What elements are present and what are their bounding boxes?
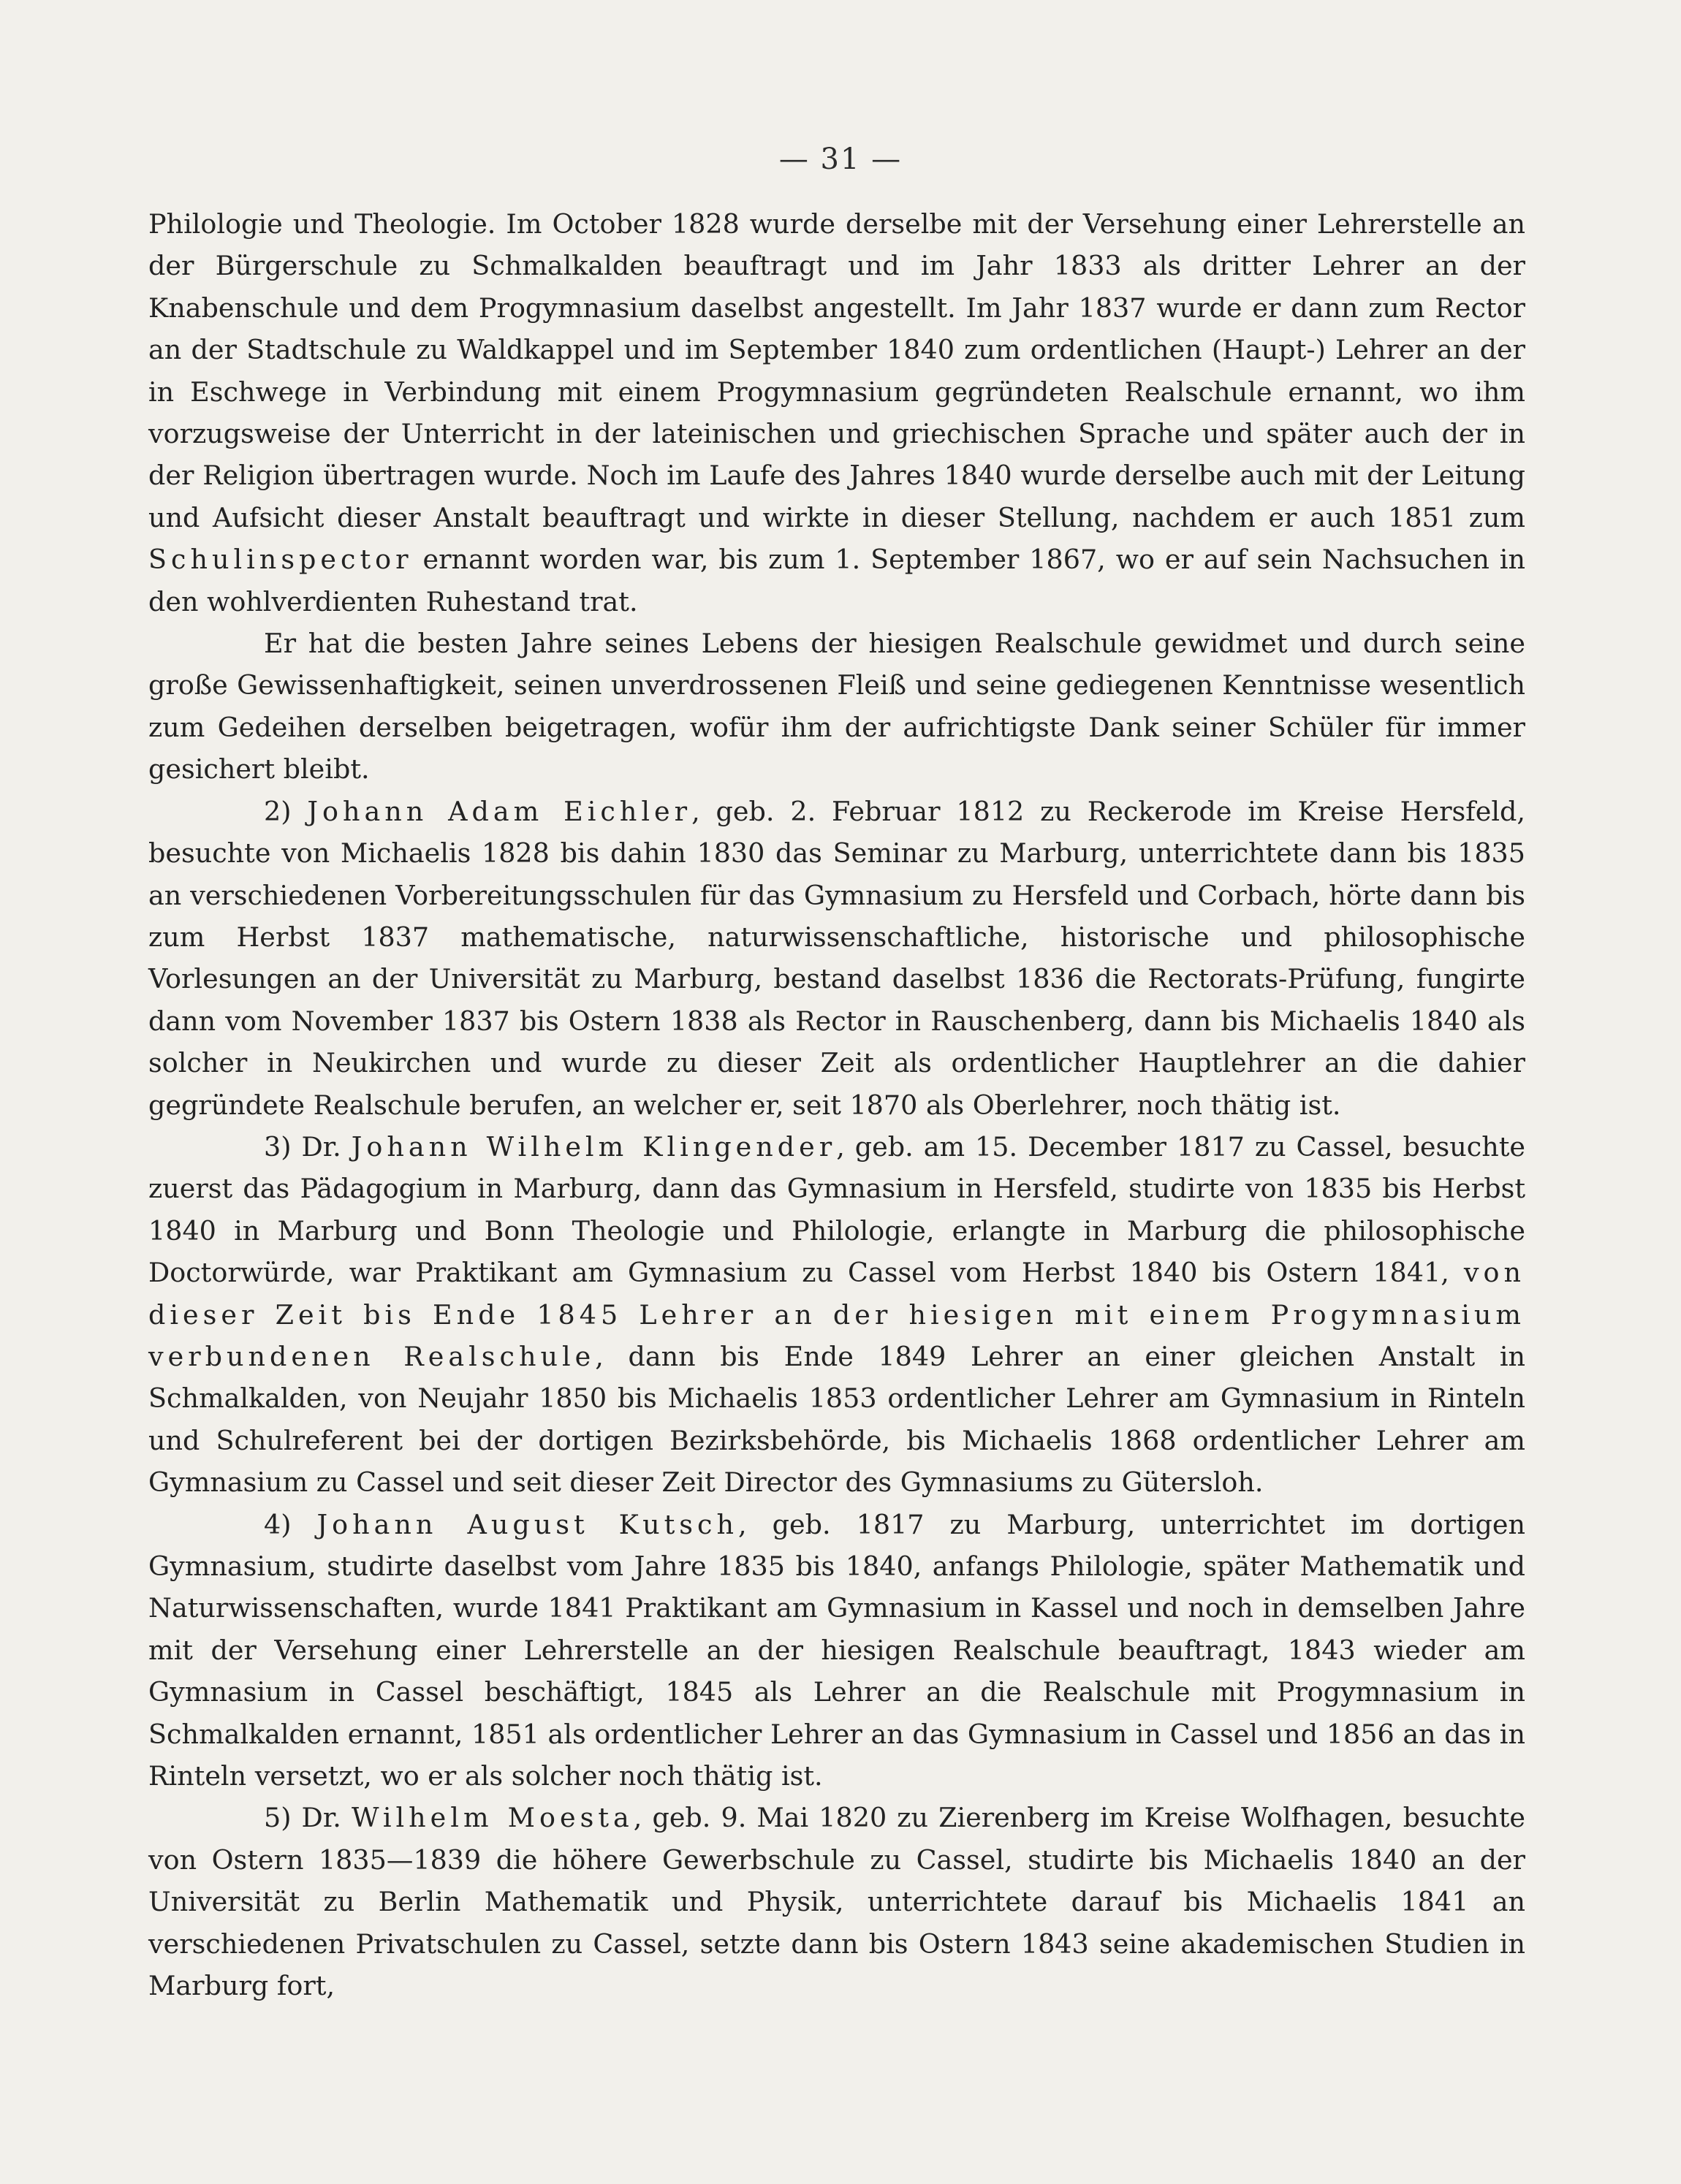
paragraph-text: Er hat die besten Jahre seines Lebens der hiesigen Realschule gewidmet und durch seine große Gewissenhaftigkeit, seinen unverdrossenen Fleiß und seine gediegenen Kenntnisse wesentlich zum Gedeihen derselben beigetragen, wofür ihm der aufrichtigste Dank seiner Schüler für immer gesichert bleibt.: [148, 628, 1525, 785]
entry-number: 5) Dr.: [264, 1802, 341, 1834]
paragraph-5: [148, 1504, 1525, 1797]
paragraph-2: [148, 623, 1525, 791]
paragraph-3: [148, 791, 1525, 1126]
page-number: — 31 —: [778, 142, 903, 176]
person-name: Wilhelm Moesta: [351, 1802, 634, 1834]
paragraph-text: , geb. 2. Februar 1812 zu Reckerode im Kreise Hersfeld, besuchte von Michaelis 1828 bis dahin 1830 das Seminar zu Marburg, unterrichtete dann bis 1835 an verschiedenen Vorbereitungsschulen für das Gymnasium zu Hersfeld und Corbach, hörte dann bis zum Herbst 1837 mathematische, naturwissenschaftliche, historische und philosophische Vorlesungen an der Universität zu Marburg, bestand daselbst 1836 die Rectorats-Prüfung, fungirte dann vom November 1837 bis Ostern 1838 als Rector in Rauschenberg, dann bis Michaelis 1840 als solcher in Neukirchen und wurde zu dieser Zeit als ordentlicher Hauptlehrer an die dahier gegründete Realschule berufen, an welcher er, seit 1870 als Oberlehrer, noch thätig ist.: [148, 795, 1525, 1121]
paragraph-text: , geb. 9. Mai 1820 zu Zierenberg im Kreise Wolfhagen, besuchte von Ostern 1835—1839 die höhere Gewerbschule zu Cassel, studirte bis Michaelis 1840 an der Universität zu Berlin Mathematik und Physik, unterrichtete darauf bis Michaelis 1841 an verschiedenen Privatschulen zu Cassel, setzte dann bis Ostern 1843 seine akademischen Studien in Marburg fort,: [148, 1802, 1525, 2002]
paragraph-1: [148, 203, 1525, 623]
person-name: Johann Adam Eichler: [307, 795, 692, 827]
body-text: [148, 203, 1525, 2006]
emphasized-term: Schulinspector: [148, 544, 413, 576]
emphasized-phrase: von dieser Zeit bis Ende 1845 Lehrer an der hiesigen mit einem Progymnasium verbundenen Realschule: [148, 1257, 1526, 1372]
entry-number: 3) Dr.: [264, 1130, 341, 1163]
paragraph-text: , geb. 1817 zu Marburg, unterrichtet im dortigen Gymnasium, studirte daselbst vom Jahre 1835 bis 1840, anfangs Philologie, später Mathematik und Naturwissenschaften, wurde 1841 Praktikant am Gymnasium in Kassel und noch in demselben Jahre mit der Versehung einer Lehrerstelle an der hiesigen Realschule beauftragt, 1843 wieder am Gymnasium in Cassel beschäftigt, 1845 als Lehrer an die Realschule mit Progymnasium in Schmalkalden ernannt, 1851 als ordentlicher Lehrer an das Gymnasium in Cassel und 1856 an das in Rinteln versetzt, wo er als solcher noch thätig ist.: [148, 1508, 1525, 1792]
paragraph-text: Philologie und Theologie. Im October 1828 wurde derselbe mit der Versehung einer Lehrerstelle an der Bürgerschule zu Schmalkalden beauftragt und im Jahr 1833 als dritter Lehrer an der Knabenschule und dem Progymnasium daselbst angestellt. Im Jahr 1837 wurde er dann zum Rector an der Stadtschule zu Waldkappel und im September 1840 zum ordentlichen (Haupt-) Lehrer an der in Eschwege in Verbindung mit einem Progymnasium gegründeten Realschule ernannt, wo ihm vorzugsweise der Unterricht in der lateinischen und griechischen Sprache und später auch der in der Religion übertragen wurde. Noch im Laufe des Jahres 1840 wurde derselbe auch mit der Leitung und Aufsicht dieser Anstalt beauftragt und wirkte in dieser Stellung, nachdem er auch 1851 zum: [148, 208, 1525, 533]
paragraph-4: [148, 1126, 1525, 1504]
paragraph-6: [148, 1797, 1525, 2006]
paragraph-text: , dann bis Ende 1849 Lehrer an einer gleichen Anstalt in Schmalkalden, von Neujahr 1850 bis Michaelis 1853 ordentlicher Lehrer am Gymnasium in Rinteln und Schulreferent bei der dortigen Bezirksbehörde, bis Michaelis 1868 ordentlicher Lehrer am Gymnasium zu Cassel und seit dieser Zeit Director des Gymnasiums zu Gütersloh.: [148, 1340, 1525, 1499]
paragraph-text: , geb. am 15. December 1817 zu Cassel, besuchte zuerst das Pädagogium in Marburg, dann das Gymnasium in Hersfeld, studirte von 1835 bis Herbst 1840 in Marburg und Bonn Theologie und Philologie, erlangte in Marburg die philosophische Doctorwürde, war Praktikant am Gymnasium zu Cassel vom Herbst 1840 bis Ostern 1841,: [148, 1130, 1525, 1289]
person-name: Johann August Kutsch: [316, 1508, 738, 1540]
paragraph-text: ernannt worden war, bis zum 1. September 1867, wo er auf sein Nachsuchen in den wohlverdienten Ruhestand trat.: [148, 544, 1525, 617]
person-name: Johann Wilhelm Klingender: [351, 1130, 837, 1163]
entry-number: 4): [264, 1508, 292, 1540]
entry-number: 2): [264, 795, 292, 827]
